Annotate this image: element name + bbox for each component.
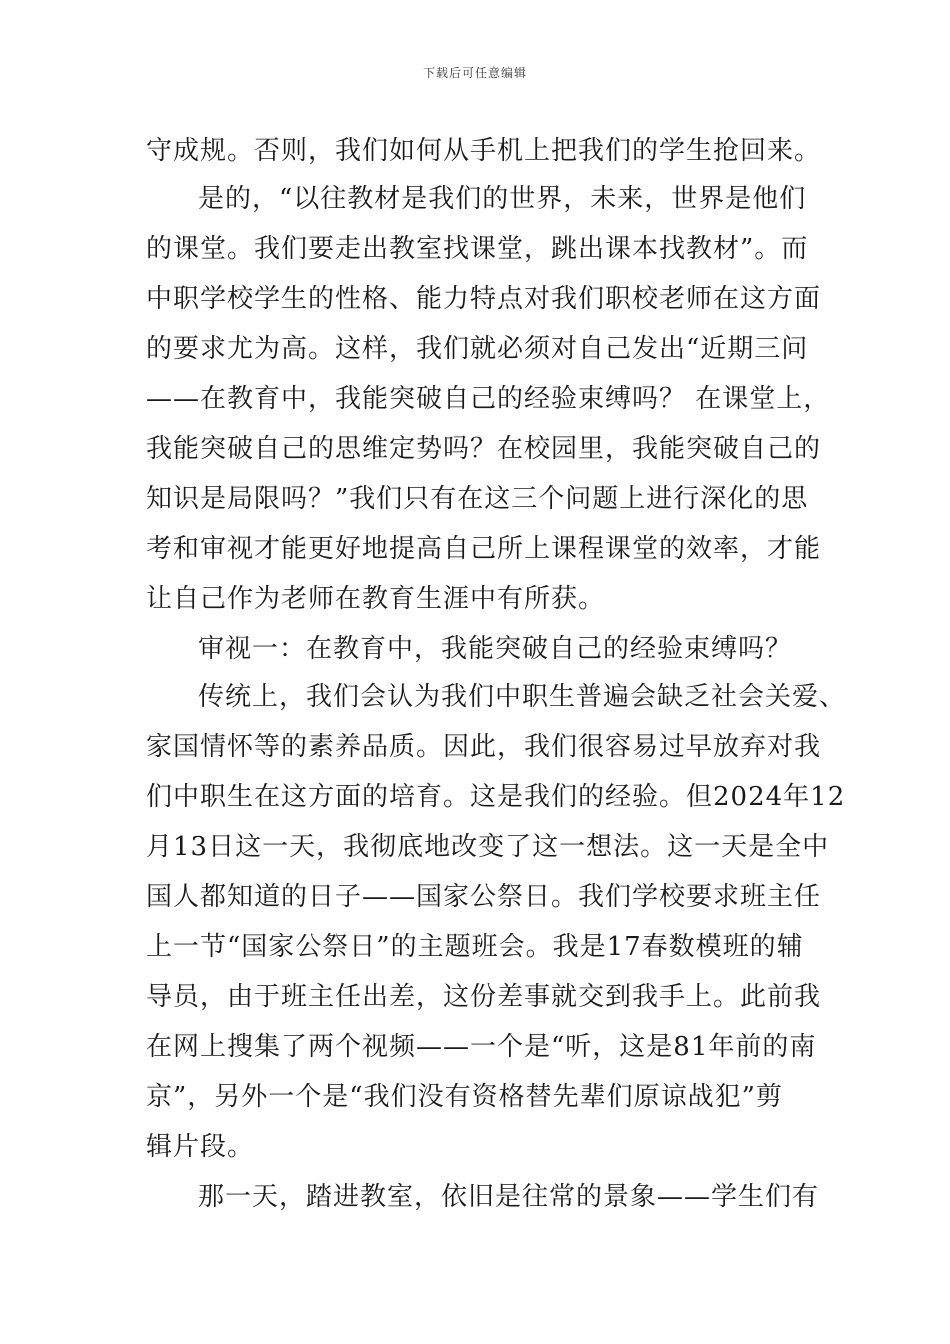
text-line: 我能突破自己的思维定势吗？在校园里，我能突破自己的 (146, 434, 822, 464)
text-line: 守成规。否则，我们如何从手机上把我们的学生抢回来。 (146, 136, 822, 166)
text-line: 考和审视才能更好地提高自己所上课程课堂的效率，才能 (146, 534, 822, 564)
text-line: 是的，“以往教材是我们的世界，未来，世界是他们 (198, 184, 807, 214)
text-line: 月13日这一天，我彻底地改变了这一想法。这一天是全中 (146, 832, 830, 862)
section-heading: 审视一：在教育中，我能突破自己的经验束缚吗？ (198, 634, 793, 664)
text-line: 国人都知道的日子——国家公祭日。我们学校要求班主任 (146, 882, 822, 912)
page-header-note: 下载后可任意编辑 (422, 66, 527, 80)
text-line: 们中职生在这方面的培育。这是我们的经验。但2024年12 (146, 782, 846, 812)
text-line: 的课堂。我们要走出教室找课堂，跳出课本找教材”。而 (146, 234, 809, 264)
text-line: 辑片段。 (146, 1132, 255, 1162)
text-line: 家国情怀等的素养品质。因此，我们很容易过早放弃对我 (146, 732, 822, 762)
text-line: 中职学校学生的性格、能力特点对我们职校老师在这方面 (146, 284, 822, 314)
text-line: 在网上搜集了两个视频——一个是“听，这是81年前的南 (146, 1032, 817, 1062)
text-line: 导员，由于班主任出差，这份差事就交到我手上。此前我 (146, 982, 822, 1012)
text-line: 京”，另外一个是“我们没有资格替先辈们原谅战犯”剪 (146, 1082, 783, 1112)
text-line: 传统上，我们会认为我们中职生普遍会缺乏社会关爱、 (198, 682, 847, 712)
text-line: 那一天，踏进教室，依旧是往常的景象——学生们有 (198, 1182, 820, 1212)
text-line: 上一节“国家公祭日”的主题班会。我是17春数模班的辅 (146, 932, 804, 962)
text-line: 让自己作为老师在教育生涯中有所获。 (146, 584, 606, 614)
text-line: 的要求尤为高。这样，我们就必须对自己发出“近期三问 (146, 334, 809, 364)
text-line: 知识是局限吗？”我们只有在这三个问题上进行深化的思 (146, 484, 809, 514)
text-line: ——在教育中，我能突破自己的经验束缚吗？ 在课堂上， (146, 384, 831, 414)
